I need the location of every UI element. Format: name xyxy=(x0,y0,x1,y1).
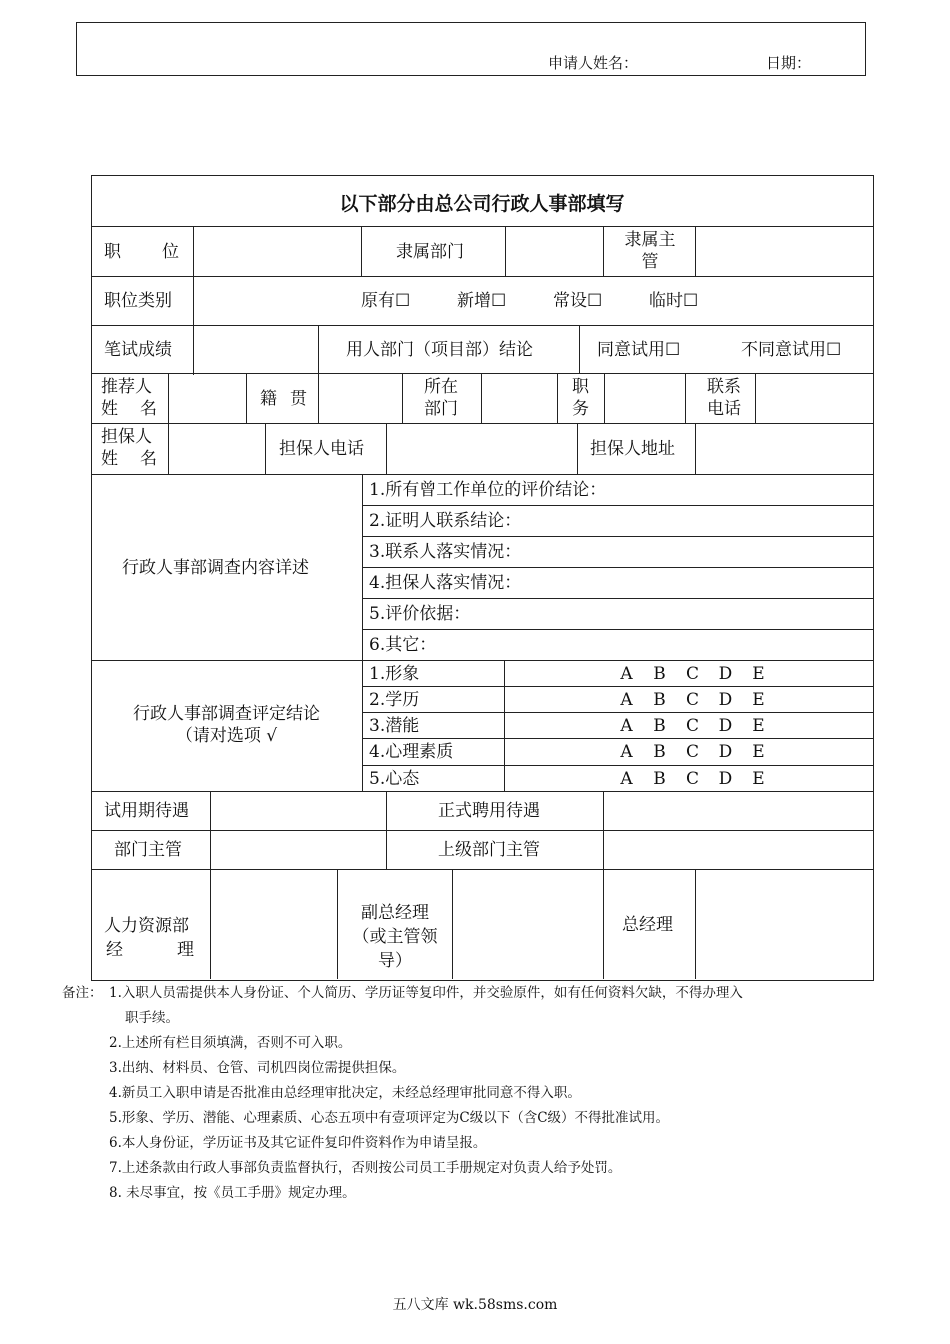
grade-option: E xyxy=(752,716,765,736)
grade-options-row[interactable] xyxy=(610,663,775,685)
grade-option: D xyxy=(718,690,733,710)
notes-prefix: 备注： xyxy=(62,985,103,1001)
guarantor-address-label: 担保人地址 xyxy=(590,439,675,459)
grade-option: C xyxy=(685,664,699,684)
evaluation-item: 5.心态 xyxy=(369,769,420,789)
evaluation-item: 1.形象 xyxy=(369,664,420,684)
referrer-duty-label: 职 务 xyxy=(572,377,589,419)
grade-option: A xyxy=(620,690,633,710)
grade-option: E xyxy=(752,742,765,762)
disagree-option[interactable]: 不同意试用☐ xyxy=(741,340,842,360)
native-place-label-b: 贯 xyxy=(290,389,307,409)
applicant-name-label: 申请人姓名： xyxy=(548,54,639,72)
probation-treatment-label: 试用期待遇 xyxy=(104,801,189,821)
grade-option: A xyxy=(620,716,633,736)
category-option-temporary[interactable]: 临时☐ xyxy=(649,291,699,311)
evaluation-item: 4.心理素质 xyxy=(369,742,454,762)
guarantor-phone-label: 担保人电话 xyxy=(279,439,364,459)
note-item: 2.上述所有栏目须填满，否则不可入职。 xyxy=(109,1035,352,1051)
grade-option: A xyxy=(620,664,633,684)
dept-label: 隶属部门 xyxy=(396,242,464,262)
investigation-item: 2.证明人联系结论： xyxy=(369,511,522,531)
grade-option: C xyxy=(685,716,699,736)
position-label-a: 职 xyxy=(104,242,121,262)
header-box xyxy=(76,22,866,76)
category-option-existing[interactable]: 原有☐ xyxy=(361,291,411,311)
note-item: 8. 未尽事宜，按《员工手册》规定办理。 xyxy=(109,1185,356,1201)
supervisor-label: 隶属主 管 xyxy=(624,230,676,272)
evaluation-item: 3.潜能 xyxy=(369,716,420,736)
referrer-name-label: 推荐人 姓 名 xyxy=(101,377,157,419)
dept-conclusion-label: 用人部门（项目部）结论 xyxy=(346,340,533,360)
grade-option: E xyxy=(752,769,765,789)
note-item: 1.入职人员需提供本人身份证、个人简历、学历证等复印件，并交验原件，如有任何资料欠缺，不得办理入 xyxy=(109,985,743,1001)
grade-option: D xyxy=(718,769,733,789)
note-item: 7.上述条款由行政人事部负责监督执行，否则按公司员工手册规定对负责人给予处罚。 xyxy=(109,1160,622,1176)
written-score-label: 笔试成绩 xyxy=(104,340,172,360)
position-label-b: 位 xyxy=(162,242,179,262)
grade-option: B xyxy=(653,664,666,684)
category-label: 职位类别 xyxy=(104,291,172,311)
evaluation-item: 2.学历 xyxy=(369,690,420,710)
vice-gm-label: 副总经理 （或主管领 导） xyxy=(352,903,438,971)
footer-watermark: 五八文库 wk.58sms.com xyxy=(392,1297,558,1313)
upper-manager-label: 上级部门主管 xyxy=(438,840,540,860)
referrer-dept-label: 所在 部门 xyxy=(424,377,458,419)
agree-option[interactable]: 同意试用☐ xyxy=(597,340,681,360)
gm-label: 总经理 xyxy=(622,915,673,935)
note-item: 5.形象、学历、潜能、心理素质、心态五项中有壹项评定为C级以下（含C级）不得批准试用。 xyxy=(109,1110,670,1126)
category-option-permanent[interactable]: 常设☐ xyxy=(553,291,603,311)
grade-option: A xyxy=(620,769,633,789)
note-item: 6.本人身份证，学历证书及其它证件复印件资料作为申请呈报。 xyxy=(109,1135,487,1151)
grade-option: D xyxy=(718,716,733,736)
native-place-label-a: 籍 xyxy=(260,389,277,409)
grade-option: C xyxy=(685,742,699,762)
grade-option: B xyxy=(653,769,666,789)
note-item: 职手续。 xyxy=(125,1010,179,1026)
dept-manager-label: 部门主管 xyxy=(114,840,182,860)
investigation-item: 6.其它： xyxy=(369,635,437,655)
grade-option: A xyxy=(620,742,633,762)
hr-manager-label: 人力资源部 经 理 xyxy=(104,916,194,960)
investigation-item: 5.评价依据： xyxy=(369,604,471,624)
grade-option: B xyxy=(653,716,666,736)
grade-option: E xyxy=(752,690,765,710)
grade-option: B xyxy=(653,742,666,762)
grade-options-row[interactable] xyxy=(610,715,775,737)
referrer-phone-label: 联系 电话 xyxy=(707,377,741,419)
formal-treatment-label: 正式聘用待遇 xyxy=(438,801,540,821)
category-option-new[interactable]: 新增☐ xyxy=(457,291,507,311)
note-item: 3.出纳、材料员、仓管、司机四岗位需提供担保。 xyxy=(109,1060,406,1076)
grade-option: C xyxy=(685,769,699,789)
grade-options-row[interactable] xyxy=(610,741,775,763)
date-label: 日期： xyxy=(766,54,812,72)
note-item: 4.新员工入职申请是否批准由总经理审批决定，未经总经理审批同意不得入职。 xyxy=(109,1085,581,1101)
investigation-item: 4.担保人落实情况： xyxy=(369,573,522,593)
grade-option: D xyxy=(718,664,733,684)
investigation-item: 1.所有曾工作单位的评价结论： xyxy=(369,480,607,500)
grade-options-row[interactable] xyxy=(610,768,775,790)
grade-option: D xyxy=(718,742,733,762)
evaluation-label: 行政人事部调查评定结论 （请对选项 √ xyxy=(133,704,320,746)
guarantor-name-label: 担保人 姓 名 xyxy=(101,427,157,469)
grade-option: C xyxy=(685,690,699,710)
investigation-item: 3.联系人落实情况： xyxy=(369,542,522,562)
investigation-label: 行政人事部调查内容详述 xyxy=(122,558,309,578)
grade-option: B xyxy=(653,690,666,710)
grade-options-row[interactable] xyxy=(610,689,775,711)
form-title: 以下部分由总公司行政人事部填写 xyxy=(339,193,625,215)
grade-option: E xyxy=(752,664,765,684)
